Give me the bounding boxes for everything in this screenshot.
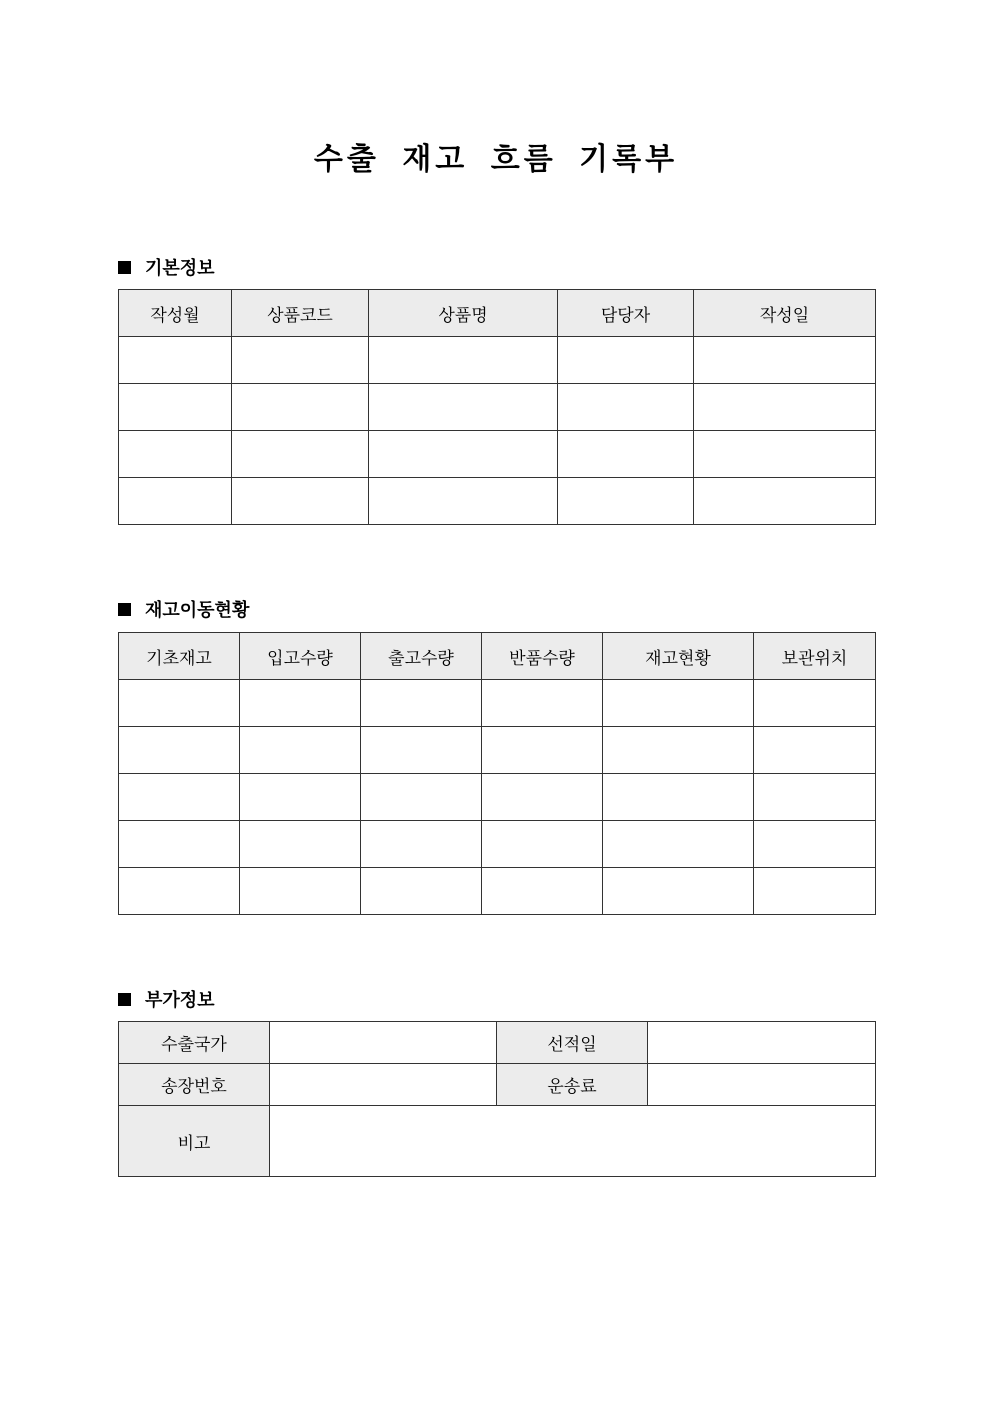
col-header-product-name: 상품명 xyxy=(369,290,558,337)
col-header-month: 작성월 xyxy=(119,290,232,337)
basic-info-header-row xyxy=(119,290,876,337)
table-cell[interactable] xyxy=(482,868,603,915)
shipping-date-field[interactable] xyxy=(648,1022,876,1064)
table-cell[interactable] xyxy=(482,727,603,774)
table-row xyxy=(119,384,876,431)
table-cell[interactable] xyxy=(694,478,876,525)
table-cell[interactable] xyxy=(603,821,754,868)
freight-field[interactable] xyxy=(648,1064,876,1106)
stock-movement-header-row xyxy=(119,633,876,680)
stock-movement-heading xyxy=(118,596,249,622)
table-cell[interactable] xyxy=(119,431,232,478)
table-cell[interactable] xyxy=(482,821,603,868)
basic-info-table xyxy=(118,289,876,525)
export-country-field[interactable] xyxy=(270,1022,497,1064)
table-cell[interactable] xyxy=(240,821,361,868)
extra-info-heading-text: 부가정보 xyxy=(145,990,215,1011)
table-cell[interactable] xyxy=(482,680,603,727)
table-cell[interactable] xyxy=(603,868,754,915)
table-cell[interactable] xyxy=(694,337,876,384)
col-header-storage-location: 보관위치 xyxy=(754,633,876,680)
table-cell[interactable] xyxy=(603,727,754,774)
invoice-no-field[interactable] xyxy=(270,1064,497,1106)
stock-movement-heading-text: 재고이동현황 xyxy=(145,600,250,621)
table-cell[interactable] xyxy=(119,478,232,525)
table-row xyxy=(119,1022,876,1064)
table-row xyxy=(119,478,876,525)
table-cell[interactable] xyxy=(119,384,232,431)
table-row xyxy=(119,1064,876,1106)
table-cell[interactable] xyxy=(119,337,232,384)
col-header-date: 작성일 xyxy=(694,290,876,337)
freight-label: 운송료 xyxy=(497,1064,648,1106)
table-cell[interactable] xyxy=(361,821,482,868)
table-cell[interactable] xyxy=(558,384,694,431)
table-row xyxy=(119,821,876,868)
table-cell[interactable] xyxy=(119,727,240,774)
square-bullet-icon xyxy=(118,261,131,274)
table-cell[interactable] xyxy=(754,727,876,774)
table-cell[interactable] xyxy=(369,478,558,525)
stock-movement-table xyxy=(118,632,876,915)
col-header-inbound-qty: 입고수량 xyxy=(240,633,361,680)
col-header-product-code: 상품코드 xyxy=(232,290,369,337)
table-cell[interactable] xyxy=(558,337,694,384)
table-cell[interactable] xyxy=(232,337,369,384)
table-cell[interactable] xyxy=(754,774,876,821)
table-row xyxy=(119,727,876,774)
table-cell[interactable] xyxy=(119,680,240,727)
table-cell[interactable] xyxy=(361,727,482,774)
table-cell[interactable] xyxy=(240,680,361,727)
table-row xyxy=(119,680,876,727)
col-header-outbound-qty: 출고수량 xyxy=(361,633,482,680)
table-row xyxy=(119,337,876,384)
table-row xyxy=(119,868,876,915)
table-cell[interactable] xyxy=(119,868,240,915)
table-cell[interactable] xyxy=(754,868,876,915)
table-cell[interactable] xyxy=(119,774,240,821)
table-cell[interactable] xyxy=(240,727,361,774)
table-cell[interactable] xyxy=(232,478,369,525)
table-cell[interactable] xyxy=(240,774,361,821)
export-country-label: 수출국가 xyxy=(119,1022,270,1064)
table-cell[interactable] xyxy=(603,774,754,821)
basic-info-heading xyxy=(118,254,215,280)
square-bullet-icon xyxy=(118,993,131,1006)
document-title: 수출 재고 흐름 기록부 xyxy=(313,142,679,177)
table-cell[interactable] xyxy=(119,821,240,868)
table-cell[interactable] xyxy=(232,431,369,478)
table-cell[interactable] xyxy=(694,384,876,431)
table-cell[interactable] xyxy=(232,384,369,431)
table-row xyxy=(119,774,876,821)
table-cell[interactable] xyxy=(361,774,482,821)
extra-info-table xyxy=(118,1021,876,1177)
shipping-date-label: 선적일 xyxy=(497,1022,648,1064)
table-cell[interactable] xyxy=(754,680,876,727)
table-cell[interactable] xyxy=(361,868,482,915)
invoice-no-label: 송장번호 xyxy=(119,1064,270,1106)
table-cell[interactable] xyxy=(369,337,558,384)
remarks-label: 비고 xyxy=(119,1106,270,1177)
table-cell[interactable] xyxy=(558,431,694,478)
col-header-opening-stock: 기초재고 xyxy=(119,633,240,680)
col-header-return-qty: 반품수량 xyxy=(482,633,603,680)
table-cell[interactable] xyxy=(240,868,361,915)
remarks-field[interactable] xyxy=(270,1106,876,1177)
col-header-manager: 담당자 xyxy=(558,290,694,337)
table-cell[interactable] xyxy=(369,384,558,431)
col-header-stock-status: 재고현황 xyxy=(603,633,754,680)
table-cell[interactable] xyxy=(361,680,482,727)
table-cell[interactable] xyxy=(694,431,876,478)
table-row xyxy=(119,431,876,478)
table-cell[interactable] xyxy=(558,478,694,525)
table-row xyxy=(119,1106,876,1177)
table-cell[interactable] xyxy=(369,431,558,478)
table-cell[interactable] xyxy=(603,680,754,727)
basic-info-heading-text: 기본정보 xyxy=(145,258,215,279)
table-cell[interactable] xyxy=(754,821,876,868)
square-bullet-icon xyxy=(118,603,131,616)
extra-info-heading xyxy=(118,986,215,1012)
table-cell[interactable] xyxy=(482,774,603,821)
